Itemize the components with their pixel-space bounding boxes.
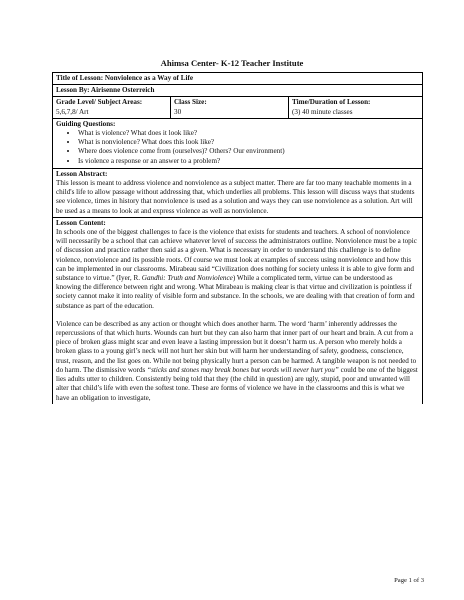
guiding-question: • What is violence? What does it look like? bbox=[78, 129, 419, 138]
citation-title: Gandhi: Truth and Nonviolence bbox=[141, 274, 233, 283]
class-size-label: Class Size: bbox=[174, 98, 207, 107]
class-size-value: 30 bbox=[174, 107, 182, 116]
grade-level-cell bbox=[53, 97, 171, 118]
page-number: Page 1 of 3 bbox=[394, 577, 424, 584]
lesson-abstract-label: Lesson Abstract: bbox=[56, 169, 108, 178]
lesson-content-paragraph-1: In schools one of the biggest challenges to face is the violence that exists for students and teachers. A school of nonviolence will necessarily be a school that can achieve whatever level of success the administrators outline. Nonviolence must be a topic of discussion and practice rather then said as a given. What is necessary in order to understand this challenge is to define violence, nonviolence and its possible roots. Of course we must look at examples of success using nonviolence and how this can be implemented in our classrooms. Mirabeau said “Civilization does nothing for society unless it is able to give form and substance to virtue.” (Iyer, R. Gandhi: Truth and Nonviolence) While a complicated term, virtue can be understood as knowing the difference between right and wrong. What Mirabeau is making clear is that virtue and civilization is pointless if society cannot make it into reality of visible form and substance. In the schools, we are dealing with that creation of form and substance as part of the education. bbox=[56, 228, 417, 310]
guiding-questions-list bbox=[56, 129, 419, 166]
guiding-questions-cell bbox=[53, 118, 423, 168]
lesson-abstract-cell bbox=[53, 168, 423, 217]
lesson-abstract-text: This lesson is meant to address violence and nonviolence as a subject matter. There are far too many teachable moments in a child's life to allow passage without addressing that, which underlies all problems. This lesson will discuss ways that students see violence, times in history that nonviolence is used as a solution and ways they can use nonviolence as a solution. Art will be used as a means to look at and express violence as well as nonviolence. bbox=[56, 179, 415, 215]
guiding-question: • What is nonviolence? What does this look like? bbox=[78, 138, 419, 147]
guiding-question: • Is violence a response or an answer to a problem? bbox=[78, 157, 419, 166]
lesson-content-label: Lesson Content: bbox=[56, 218, 106, 227]
quoted-saying: “sticks and stones may break bones but words will never hurt you” bbox=[147, 365, 339, 374]
lesson-title-cell: Title of Lesson: Nonviolence as a Way of Life bbox=[53, 73, 423, 85]
lesson-author-cell: Lesson By: Airisenne Osterreich bbox=[53, 85, 423, 97]
grade-level-value: 5,6,7,8/ Art bbox=[56, 107, 89, 116]
duration-cell bbox=[289, 97, 423, 118]
duration-value: (3) 40 minute classes bbox=[292, 107, 353, 116]
lesson-content-cell bbox=[53, 217, 423, 403]
lesson-content-paragraph-2: Violence can be described as any action or thought which does another harm. The word ‘harm’ inherently addresses the repercussions of that which hurts. Wounds can hurt but they can also harm that inner part of our heart and brain. A cut from a piece of broken glass might scar and even leave a lasting impression but it doesn’t harm us. A person who merely holds a broken glass to a young girl’s neck will not hurt her skin but will harm her understanding of safety, goodness, conscience, trust, reason, and the list goes on. While not being physically hurt a person can be harmed. A tangible weapon is not needed to do harm. The dismissive words “sticks and stones may break bones but words will never hurt you” could be one of the biggest lies adults utter to children. Consistently being told that they (the child in question) are ugly, stupid, poor and unwanted will alter that child’s life with even the softest tone. These are forms of violence we have in the classrooms and this is what we have an obligation to investigate, bbox=[56, 319, 418, 402]
page-title: Ahimsa Center- K-12 Teacher Institute bbox=[160, 58, 304, 68]
class-size-cell bbox=[171, 97, 289, 118]
grade-level-label: Grade Level/ Subject Areas: bbox=[56, 98, 143, 107]
guiding-question: • Where does violence come from (ourselves)? Others? Our environment) bbox=[78, 147, 419, 156]
duration-label: Time/Duration of Lesson: bbox=[292, 98, 371, 107]
guiding-questions-label: Guiding Questions: bbox=[56, 119, 116, 128]
lesson-plan-table bbox=[52, 72, 423, 404]
